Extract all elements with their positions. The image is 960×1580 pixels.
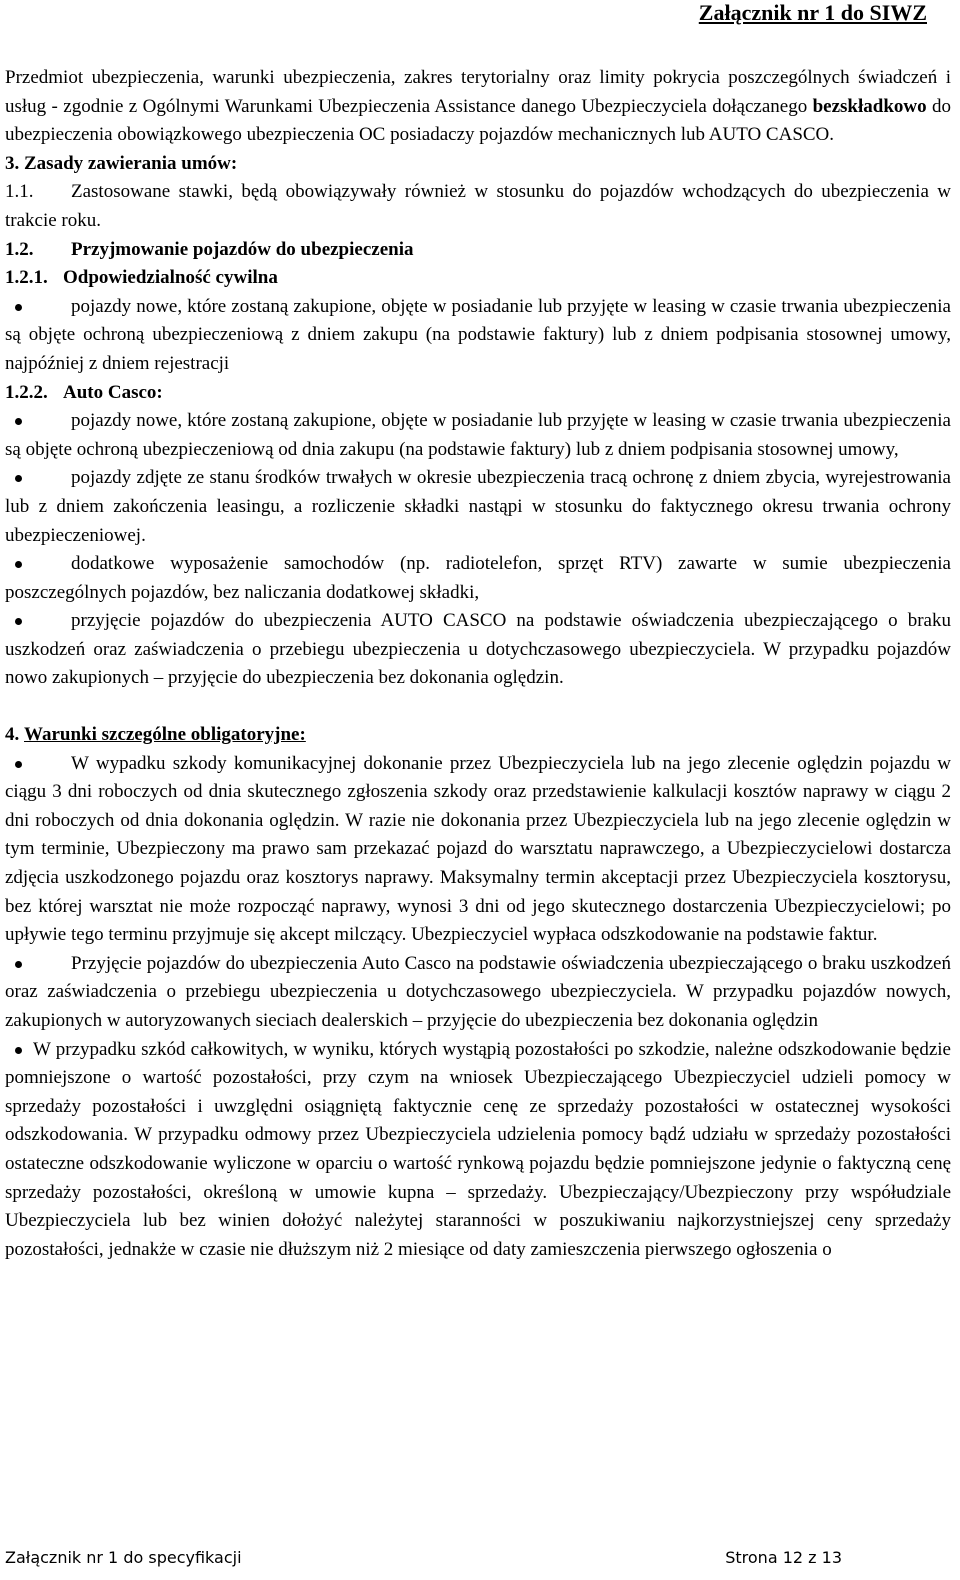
document-page <box>5 0 951 1264</box>
section-heading: Warunki szczególne obligatoryjne: <box>24 724 306 746</box>
section-heading: Odpowiedzialność cywilna <box>63 267 278 289</box>
page-footer <box>5 1548 840 1567</box>
spacer <box>5 693 951 721</box>
intro-text-1: Przedmiot ubezpieczenia, warunki ubezpieczenia, zakres terytorialny oraz limity pokrycia poszczególnych świadczeń i usług - zgodnie z Ogólnymi Warunkami Ubezpieczenia Assistance danego Ubezpieczyciela dołączanego <box>5 67 951 117</box>
list-item: pojazdy zdjęte ze stanu środków trwałych w okresie ubezpieczenia tracą ochronę z dniem zbycia, wyrejestrowania lub z dniem zakończenia leasingu, a rozliczenie składki nastąpi w stosunku do faktycznego okresu trwania ochrony ubezpieczeniowej. <box>5 464 951 550</box>
list-item: przyjęcie pojazdów do ubezpieczenia AUTO CASCO na podstawie oświadczenia ubezpieczającego o braku uszkodzeń oraz zaświadczenia o przebiegu ubezpieczenia u dotychczasowego ubezpieczyciela. W przypadku pojazdów nowo zakupionych – przyjęcie do ubezpieczenia bez dokonania oględzin. <box>5 607 951 693</box>
section-number: 1.2.2. <box>5 381 48 403</box>
intro-bold-text: bezskładkowo <box>812 95 927 117</box>
intro-paragraph <box>5 64 951 150</box>
section-1-2-1 <box>5 264 951 293</box>
section-heading: Auto Casco: <box>63 381 163 403</box>
section-1-2-2 <box>5 379 951 408</box>
document-body <box>5 64 951 1264</box>
list-item: pojazdy nowe, które zostaną zakupione, objęte w posiadanie lub przyjęte w leasing w czasie trwania ubezpieczenia są objęte ochroną ubezpieczeniową z dniem zakupu (na podstawie faktury) lub z dniem podpisania stosownej umowy, najpóźniej z dniem rejestracji <box>5 293 951 379</box>
section-1-1 <box>5 178 951 235</box>
section-1-2 <box>5 236 951 265</box>
section-heading: Przyjmowanie pojazdów do ubezpieczenia <box>71 238 414 260</box>
section-text: Zastosowane stawki, będą obowiązywały również w stosunku do pojazdów wchodzących do ubezpieczenia w trakcie roku. <box>5 181 951 231</box>
page-title: Załącznik nr 1 do SIWZ <box>698 0 927 25</box>
list-item: dodatkowe wyposażenie samochodów (np. radiotelefon, sprzęt RTV) zawarte w sumie ubezpieczenia poszczególnych pojazdów, bez naliczania dodatkowej składki, <box>5 550 951 607</box>
section-4-heading <box>5 721 951 750</box>
section-number: 1.2. <box>5 238 34 260</box>
list-item: W przypadku szkód całkowitych, w wyniku, których wystąpią pozostałości po szkodzie, należne odszkodowanie będzie pomniejszone o wartość pozostałości, przy czym na wniosek Ubezpieczającego Ubezpieczyciel udzieli pomocy w sprzedaży pozostałości i uwzględni osiągniętą faktycznie cenę ze sprzedaży pozostałości w ostatecznej wysokości odszkodowania. W przypadku odmowy przez Ubezpieczyciela udzielenia pomocy bądź udziału w sprzedaży pozostałości ostateczne odszkodowanie wyliczone w oparciu o wartość rynkową pojazdu będzie pomniejszone jedynie o faktyczną cenę sprzedaży pozostałości, określoną w umowie kupna – sprzedaży. Ubezpieczający/Ubezpieczony przy współudziale Ubezpieczyciela lub bez winien dołożyć należytej staranności w poszukiwaniu najkorzystniejszej ceny sprzedaży pozostałości, jednakże w czasie nie dłuższym niż 2 miesiące od daty zamieszczenia pierwszego ogłoszenia o <box>5 1036 951 1265</box>
list-item: pojazdy nowe, które zostaną zakupione, objęte w posiadanie lub przyjęte w leasing w czasie trwania ubezpieczenia są objęte ochroną ubezpieczeniową od dnia zakupu (na podstawie faktury) lub z dniem podpisania stosownej umowy, <box>5 407 951 464</box>
footer-page-number: Strona 12 z 13 <box>725 1548 842 1567</box>
list-item: Przyjęcie pojazdów do ubezpieczenia Auto Casco na podstawie oświadczenia ubezpieczającego o braku uszkodzeń oraz zaświadczenia o przebiegu ubezpieczenia u dotychczasowego ubezpieczyciela. W przypadku pojazdów nowych, zakupionych w autoryzowanych sieciach dealerskich – przyjęcie do ubezpieczenia bez dokonania oględzin <box>5 950 951 1036</box>
list-item: W wypadku szkody komunikacyjnej dokonanie przez Ubezpieczyciela lub na jego zlecenie oględzin pojazdu w ciągu 3 dni roboczych od dnia skutecznego zgłoszenia szkody oraz przedstawienie kalkulacji kosztów naprawy w ciągu 2 dni roboczych od dnia dokonania oględzin. W razie nie dokonania przez Ubezpieczyciela lub na jego zlecenie oględzin w tym terminie, Ubezpieczony ma prawo sam przekazać pojazd do warsztatu naprawczego, a Ubezpieczycielowi dostarcza zdjęcia uszkodzonego pojazdu oraz kosztorys naprawy. Maksymalny termin akceptacji przez Ubezpieczyciela kosztorysu, bez której warsztat nie może rozpocząć naprawy, wynosi 3 dni od jego skutecznego dostarczenia Ubezpieczycielowi; po upływie tego terminu przyjmuje się akcept milczący. Ubezpieczyciel wypłaca odszkodowanie na podstawie faktur. <box>5 750 951 950</box>
section-3-heading: 3. Zasady zawierania umów: <box>5 152 238 174</box>
section-number: 4. <box>5 724 20 746</box>
section-number: 1.2.1. <box>5 267 48 289</box>
intro-text-2: do ubezpieczenia obowiązkowego ubezpieczenia OC posiadaczy pojazdów mechanicznych lub AUTO CASCO. <box>5 95 952 146</box>
section-number: 1.1. <box>5 181 34 203</box>
footer-document-label: Załącznik nr 1 do specyfikacji <box>5 1548 242 1567</box>
